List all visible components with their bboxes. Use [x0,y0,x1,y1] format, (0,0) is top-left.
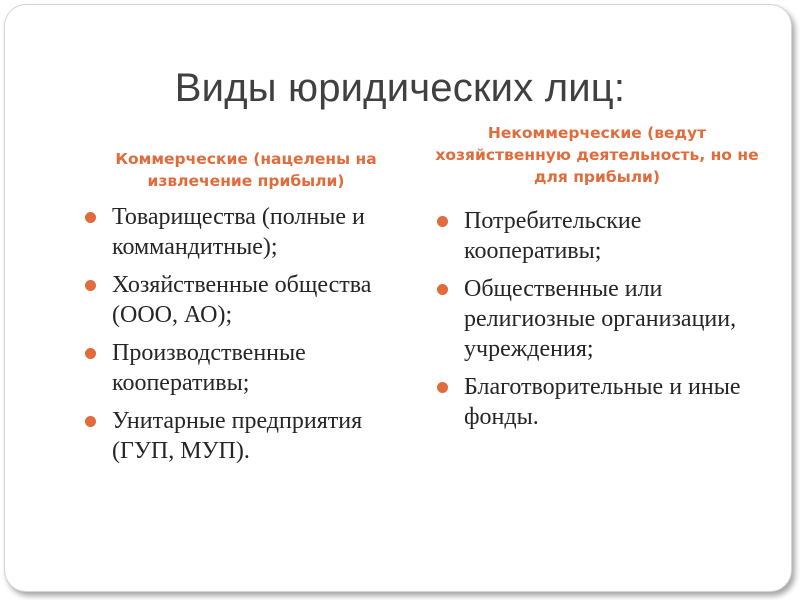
bullet-icon [85,416,96,427]
list-item-text: Производственные кооперативы; [112,340,306,396]
bullet-icon [85,348,96,359]
left-column-list [84,202,404,474]
list-item-text: Благотворительные и иные фонды. [464,374,741,430]
list-item [436,372,766,432]
list-item [436,206,766,266]
list-item-text: Хозяйственные общества (ООО, АО); [112,272,372,328]
list-item-text: Унитарные предприятия (ГУП, МУП). [112,408,363,464]
list-item [84,270,404,330]
bullet-icon [437,216,448,227]
right-column-heading: Некоммерческие (ведут хозяйственную деятельность, но не для прибыли) [435,124,759,186]
right-column-list [436,206,766,440]
list-item-text: Товарищества (полные и коммандитные); [112,204,365,260]
list-item [84,406,404,466]
bullet-icon [85,212,96,223]
bullet-icon [85,280,96,291]
list-item [84,202,404,262]
list-item-text: Потребительские кооперативы; [464,208,642,264]
list-item-text: Общественные или религиозные организации, учреждения; [464,276,737,362]
bullet-icon [437,382,448,393]
list-item [84,338,404,398]
left-column-heading: Коммерческие (нацелены на извлечение прибыли) [115,150,377,190]
slide-title: Виды юридических лиц: [174,66,626,110]
bullet-icon [437,284,448,295]
list-item [436,274,766,364]
